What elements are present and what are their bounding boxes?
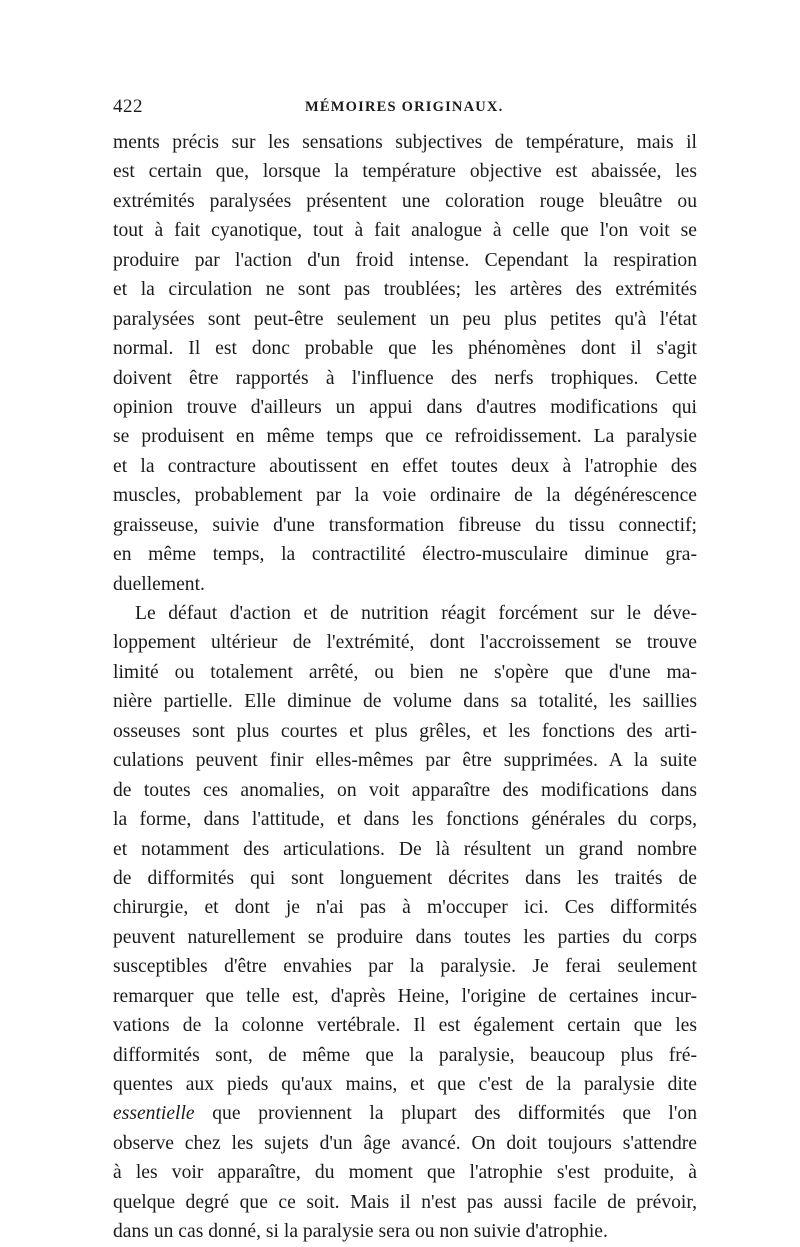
text-line: loppement ultérieur de l'extrémité, dont l'accroissement se trouve [113,632,697,654]
text-line: paralysées sont peut-être seulement un peu plus petites qu'à l'état [113,308,697,330]
body-text [113,128,697,1247]
running-head [113,96,697,122]
text-line: ments précis sur les sensations subjectives de température, mais il [113,132,697,153]
italic-line-rest: que proviennent la plupart des difformités que l'on [194,1103,697,1125]
text-line: opinion trouve d'ailleurs un appui dans d'autres modifications qui [113,396,697,418]
text-line: est certain que, lorsque la température objective est abaissée, les [113,161,697,183]
text-line: vations de la colonne vertébrale. Il est également certain que les [113,1015,697,1037]
text-line: produire par l'action d'un froid intense. Cependant la respiration [113,249,697,271]
text-line: quelque degré que ce soit. Mais il n'est pas aussi facile de prévoir, [113,1191,697,1213]
text-line: tout à fait cyanotique, tout à fait analogue à celle que l'on voit se [113,220,697,242]
paragraph-1 [113,128,697,599]
text-line: de toutes ces anomalies, on voit apparaître des modifications dans [113,779,697,801]
text-line: à les voir apparaître, du moment que l'atrophie s'est produite, à [113,1162,697,1184]
text-line: observe chez les sujets d'un âge avancé. On doit toujours s'attendre [113,1132,697,1154]
book-page [113,96,697,1247]
paragraph-2 [113,599,697,1247]
text-line: Le défaut d'action et de nutrition réagit forcément sur le déve- [135,603,697,624]
text-line: duellement. [113,573,205,595]
text-line: se produisent en même temps que ce refroidissement. La paralysie [113,426,697,448]
running-title: MÉMOIRES ORIGINAUX. [305,99,504,115]
text-line: susceptibles d'être envahies par la paralysie. Je ferai seulement [113,956,697,978]
text-line: normal. Il est donc probable que les phénomènes dont il s'agit [113,338,697,360]
text-line: graisseuse, suivie d'une transformation fibreuse du tissu connectif; [113,514,697,536]
text-line: et la circulation ne sont pas troublées; les artères des extrémités [113,279,697,301]
page-number: 422 [113,96,143,117]
text-line: en même temps, la contractilité électro-musculaire diminue gra- [113,544,697,566]
text-line: et la contracture aboutissent en effet toutes deux à l'atrophie des [113,455,697,477]
text-line: culations peuvent finir elles-mêmes par être supprimées. A la suite [113,750,697,772]
text-line: peuvent naturellement se produire dans toutes les parties du corps [113,926,697,948]
text-line: muscles, probablement par la voie ordinaire de la dégénérescence [113,485,697,507]
text-line: dans un cas donné, si la paralysie sera ou non suivie d'atrophie. [113,1221,608,1243]
text-line: chirurgie, et dont je n'ai pas à m'occuper ici. Ces difformités [113,897,697,919]
text-line: nière partielle. Elle diminue de volume dans sa totalité, les saillies [113,691,697,713]
text-line: de difformités qui sont longuement décrites dans les traités de [113,867,697,889]
text-line: quentes aux pieds qu'aux mains, et que c'est de la paralysie dite [113,1074,697,1095]
text-line-italic [113,1099,697,1128]
text-line: extrémités paralysées présentent une coloration rouge bleuâtre ou [113,190,697,212]
text-line: remarquer que telle est, d'après Heine, l'origine de certaines incur- [113,985,697,1007]
italic-term: essentielle [113,1103,195,1125]
text-line: difformités sont, de même que la paralysie, beaucoup plus fré- [113,1044,697,1066]
text-line: osseuses sont plus courtes et plus grêles, et les fonctions des arti- [113,720,697,742]
text-line: doivent être rapportés à l'influence des nerfs trophiques. Cette [113,367,697,389]
text-line: et notamment des articulations. De là résultent un grand nombre [113,838,697,860]
text-line: limité ou totalement arrêté, ou bien ne s'opère que d'une ma- [113,661,697,683]
text-line: la forme, dans l'attitude, et dans les fonctions générales du corps, [113,809,697,831]
